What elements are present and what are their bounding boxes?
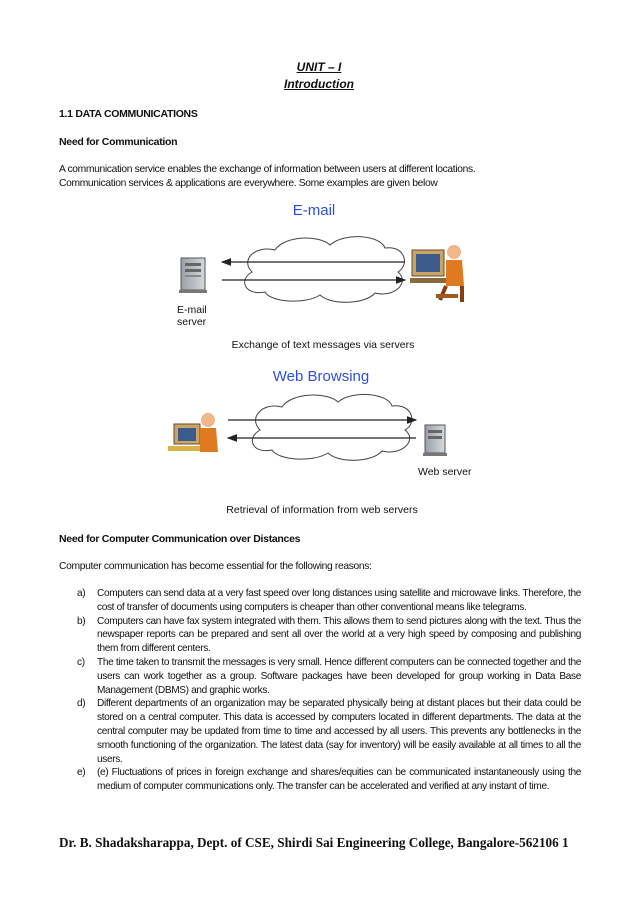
list-item xyxy=(59,766,581,794)
web-server-icon xyxy=(423,425,447,456)
unit-title: UNIT – I xyxy=(296,60,342,74)
list-item-text: Different departments of an organization may be separated physically being at distant places but their data could be stored on a central computer. This data is accessed by computers located in different departments. The data at the central computer may be updated from time to time and accessed by all users. This prevents any bottlenecks in the smooth functioning of the organization. The latest data (say for inventory) will be easily available at all times to all the users. xyxy=(97,698,581,765)
list-item xyxy=(59,587,581,615)
section-heading: 1.1 DATA COMMUNICATIONS xyxy=(59,108,198,120)
communication-figure xyxy=(0,190,638,520)
email-server-label-2: server xyxy=(177,316,207,328)
list-item-text: (e) Fluctuations of prices in foreign exchange and shares/equities can be communicated instantaneously using the medium of computer communications only. The transfer can be accelerated and verified at any instant of time. xyxy=(97,767,581,793)
email-server-icon xyxy=(179,258,207,293)
reasons-intro: Computer communication has become essential for the following reasons: xyxy=(59,561,372,572)
email-caption: Exchange of text messages via servers xyxy=(231,339,415,351)
intro-line-1: A communication service enables the exchange of information between users at different locations. xyxy=(59,164,476,175)
list-marker: e) xyxy=(77,767,86,779)
list-item xyxy=(59,697,581,766)
list-item xyxy=(59,615,581,656)
web-server-label: Web server xyxy=(418,466,472,478)
web-cloud xyxy=(252,394,412,460)
user-at-computer-icon xyxy=(410,245,464,302)
web-title: Web Browsing xyxy=(272,368,370,385)
intro-line-2: Communication services & applications are everywhere. Some examples are given below xyxy=(59,178,438,189)
page-footer: Dr. B. Shadaksharappa, Dept. of CSE, Shirdi Sai Engineering College, Bangalore-562106 1 xyxy=(59,835,569,850)
reasons-list xyxy=(59,587,581,794)
list-item-text: The time taken to transmit the messages is very small. Hence different computers can be connected together and the users can work together as a group. Software packages have been developed for group working in Data Base Management (DBMS) and graphic works. xyxy=(97,656,581,696)
web-caption: Retrieval of information from web servers xyxy=(226,504,418,516)
list-marker: d) xyxy=(77,698,86,710)
list-marker: a) xyxy=(77,588,86,599)
unit-subtitle: Introduction xyxy=(284,77,354,91)
list-marker: c) xyxy=(77,656,85,668)
email-server-label-1: E-mail xyxy=(177,304,207,316)
list-item xyxy=(59,656,581,697)
web-user-icon xyxy=(168,413,218,452)
email-title: E-mail xyxy=(292,202,336,219)
distance-heading: Need for Computer Communication over Distances xyxy=(59,533,301,545)
list-item-text: Computers can send data at a very fast speed over long distances using satellite and microwave links. Therefore, the cost of transfer of documents using computers is cheaper than other conventional means like telegrams. xyxy=(97,588,581,613)
list-marker: b) xyxy=(77,615,86,627)
list-item-text: Computers can have fax system integrated with them. This allows them to send pictures along with the text. Thus the newspaper reports can be prepared and sent all over the world at a very high speed by composing and publishing them from different centers. xyxy=(97,615,581,655)
email-cloud xyxy=(245,237,405,303)
need-heading: Need for Communication xyxy=(59,136,178,148)
